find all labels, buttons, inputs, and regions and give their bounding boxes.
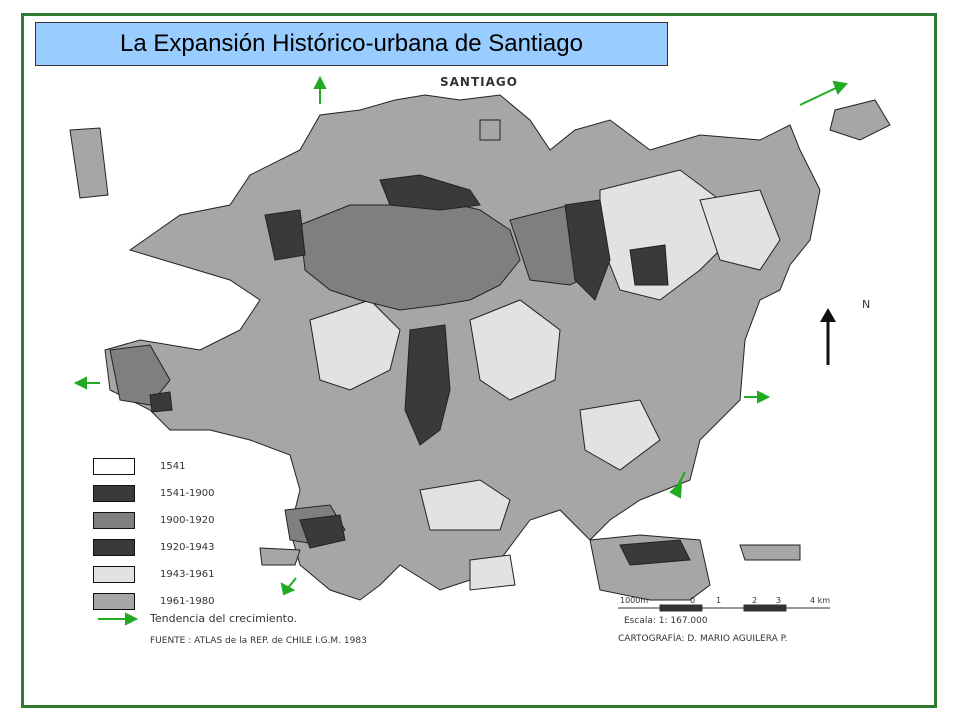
growth-arrow-southwest-icon xyxy=(282,578,296,594)
legend-label: 1943-1961 xyxy=(160,569,215,580)
growth-arrow-west-icon xyxy=(76,378,100,388)
legend-label: 1920-1943 xyxy=(160,542,215,553)
growth-arrow-east-icon xyxy=(744,392,768,402)
legend-growth-arrow-icon xyxy=(98,614,136,624)
scale-tick-label: 1 xyxy=(716,596,722,605)
legend-swatch xyxy=(93,593,135,610)
growth-arrow-northeast-icon xyxy=(800,82,846,105)
north-arrow-icon xyxy=(820,308,836,365)
growth-arrow-north-icon xyxy=(315,78,325,104)
map-heading: SANTIAGO xyxy=(440,75,518,89)
legend-label: 1961-1980 xyxy=(160,596,215,607)
scale-tick-label: 4 km xyxy=(810,596,831,605)
growth-legend-label: Tendencia del crecimiento. xyxy=(150,612,298,625)
scale-tick-label: 1000m xyxy=(620,596,649,605)
slide-title-text: La Expansión Histórico-urbana de Santiago xyxy=(120,30,583,57)
cartography-label: CARTOGRAFÍA: D. MARIO AGUILERA P. xyxy=(618,634,788,644)
source-label: FUENTE : ATLAS de la REP. de CHILE I.G.M. 1983 xyxy=(150,636,367,646)
north-label: N xyxy=(862,298,871,311)
legend-swatch xyxy=(93,512,135,529)
scale-tick-label: 2 xyxy=(752,596,758,605)
scale-label: Escala: 1: 167.000 xyxy=(624,616,708,626)
legend-swatch xyxy=(93,539,135,556)
legend-swatch xyxy=(93,566,135,583)
scale-tick-label: 3 xyxy=(776,596,782,605)
legend-label: 1541-1900 xyxy=(160,488,215,499)
legend-label: 1900-1920 xyxy=(160,515,215,526)
legend-swatch xyxy=(93,485,135,502)
scale-bar xyxy=(618,605,830,611)
legend-label: 1541 xyxy=(160,461,186,472)
scale-tick-label: 0 xyxy=(690,596,696,605)
legend-swatch xyxy=(93,458,135,475)
